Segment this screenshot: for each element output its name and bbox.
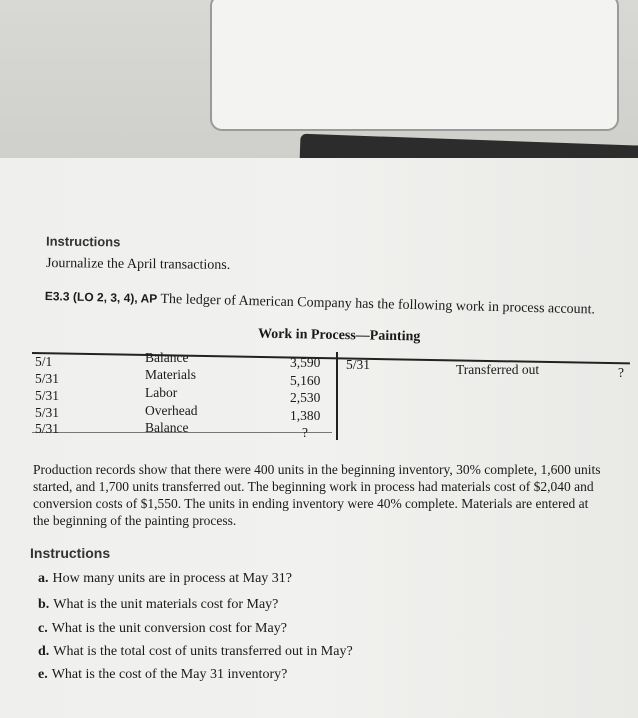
exercise-code: E3.3 [44, 289, 70, 304]
debit-amount: 1,380 [290, 408, 321, 423]
question-item [38, 621, 287, 637]
question-item [38, 667, 287, 683]
question-text: What is the unit conversion cost for May? [51, 621, 287, 636]
question-text: What is the unit materials cost for May? [53, 597, 279, 612]
debit-desc: Balance [145, 350, 189, 365]
question-item [38, 644, 353, 660]
instructions-heading-2: Instructions [30, 545, 111, 561]
debit-date: 5/31 [35, 371, 60, 386]
sticky-card [210, 0, 619, 131]
debit-desc: Balance [145, 420, 189, 435]
question-letter: a. [38, 571, 49, 586]
ledger-title: Work in Process—Painting [257, 326, 421, 345]
question-letter: d. [38, 644, 50, 659]
debit-date: 5/1 [35, 354, 53, 369]
paragraph-line: Production records show that there were 400 units in the beginning inventory, 30% complete, 1,600 units [33, 462, 601, 477]
instructions-heading: Instructions [45, 233, 121, 250]
question-text: What is the total cost of units transferred out in May? [53, 644, 353, 659]
debit-desc: Labor [145, 385, 178, 400]
debit-amount: 5,160 [290, 373, 321, 388]
debit-amount: 2,530 [290, 390, 321, 405]
question-letter: e. [38, 667, 48, 682]
credit-date: 5/31 [346, 357, 371, 372]
instructions-text: Journalize the April transactions. [45, 256, 231, 273]
credit-amount: ? [618, 365, 624, 380]
paragraph-line: conversion costs of $1,550. The units in ending inventory were 40% complete. Materials are entered at [33, 496, 589, 511]
exercise-statement: The ledger of American Company has the following work in process account. [160, 291, 596, 318]
question-text: What is the cost of the May 31 inventory? [51, 667, 288, 682]
debit-amount: ? [302, 425, 308, 440]
debit-date: 5/31 [35, 421, 60, 436]
question-item [38, 571, 292, 587]
credit-desc: Transferred out [456, 362, 540, 377]
debit-amount: 3,590 [290, 355, 321, 370]
question-letter: b. [38, 597, 50, 612]
paragraph-line: the beginning of the painting process. [33, 513, 237, 528]
debit-date: 5/31 [35, 405, 60, 420]
exercise-objectives: (LO 2, 3, 4), AP [72, 289, 158, 306]
question-item [38, 597, 278, 613]
question-letter: c. [38, 621, 48, 636]
question-text: How many units are in process at May 31? [52, 571, 292, 586]
paragraph-line: started, and 1,700 units transferred out. The beginning work in process had materials cost of $2,040 and [33, 479, 594, 494]
debit-desc: Materials [145, 367, 196, 382]
debit-desc: Overhead [145, 403, 198, 418]
debit-date: 5/31 [35, 388, 60, 403]
t-account-vertical-rule [336, 352, 338, 440]
